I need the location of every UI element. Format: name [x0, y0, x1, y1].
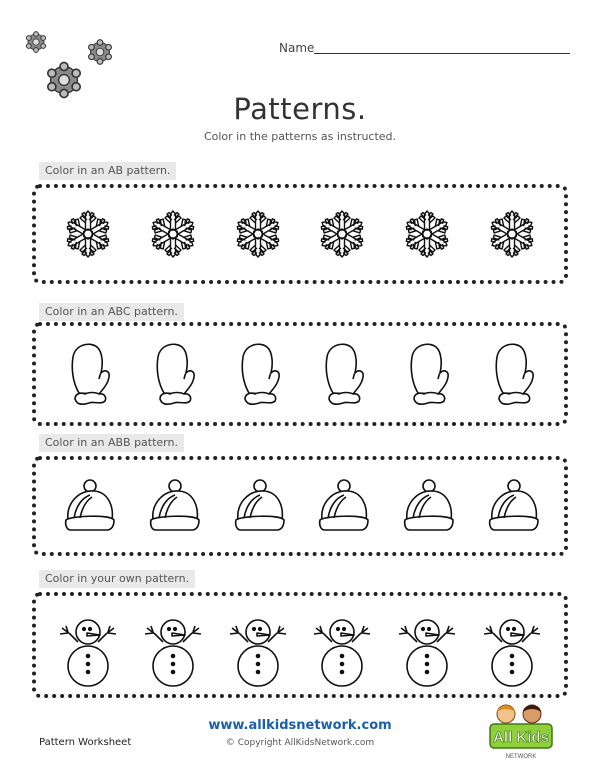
winter-hat-icon[interactable] [399, 476, 455, 536]
pattern-box-abc [32, 322, 568, 426]
snowflake-icon[interactable] [234, 210, 282, 258]
mitten-icon[interactable] [63, 339, 113, 409]
snowman-icon[interactable] [56, 600, 120, 690]
mitten-icon[interactable] [487, 339, 537, 409]
snowman-icon[interactable] [226, 600, 290, 690]
section-label-own: Color in your own pattern. [39, 570, 195, 588]
worksheet-name: Pattern Worksheet [39, 737, 132, 748]
winter-hat-icon[interactable] [145, 476, 201, 536]
page-subtitle: Color in the patterns as instructed. [203, 130, 397, 143]
logo-text: All Kids [493, 729, 549, 746]
winter-hat-icon[interactable] [230, 476, 286, 536]
snowflake-icon[interactable] [403, 210, 451, 258]
logo-subtext: NETWORK [505, 754, 537, 760]
name-field[interactable] [314, 53, 570, 54]
pattern-box-own [32, 592, 568, 698]
section-label-abb: Color in an ABB pattern. [39, 434, 184, 452]
snowflake-icon[interactable] [64, 210, 112, 258]
footer-url-link[interactable]: www.allkidsnetwork.com [208, 718, 392, 733]
snowman-icon[interactable] [395, 600, 459, 690]
pattern-box-ab [32, 184, 568, 284]
snowman-icon[interactable] [310, 600, 374, 690]
footer-copyright: © Copyright AllKidsNetwork.com [225, 738, 375, 748]
section-label-ab: Color in an AB pattern. [39, 162, 176, 180]
mitten-icon[interactable] [148, 339, 198, 409]
mitten-icon[interactable] [317, 339, 367, 409]
snowman-icon[interactable] [480, 600, 544, 690]
page-title: Patterns. [233, 92, 367, 126]
winter-hat-icon[interactable] [484, 476, 540, 536]
snowflake-icon[interactable] [318, 210, 366, 258]
allkids-logo [476, 700, 566, 764]
section-label-abc: Color in an ABC pattern. [39, 303, 184, 321]
snowflake-icon[interactable] [488, 210, 536, 258]
winter-hat-icon[interactable] [60, 476, 116, 536]
mitten-icon[interactable] [402, 339, 452, 409]
name-label: Name [279, 41, 315, 55]
pattern-box-abb [32, 456, 568, 556]
winter-hat-icon[interactable] [314, 476, 370, 536]
snowflake-icon[interactable] [149, 210, 197, 258]
snowman-icon[interactable] [141, 600, 205, 690]
mitten-icon[interactable] [233, 339, 283, 409]
